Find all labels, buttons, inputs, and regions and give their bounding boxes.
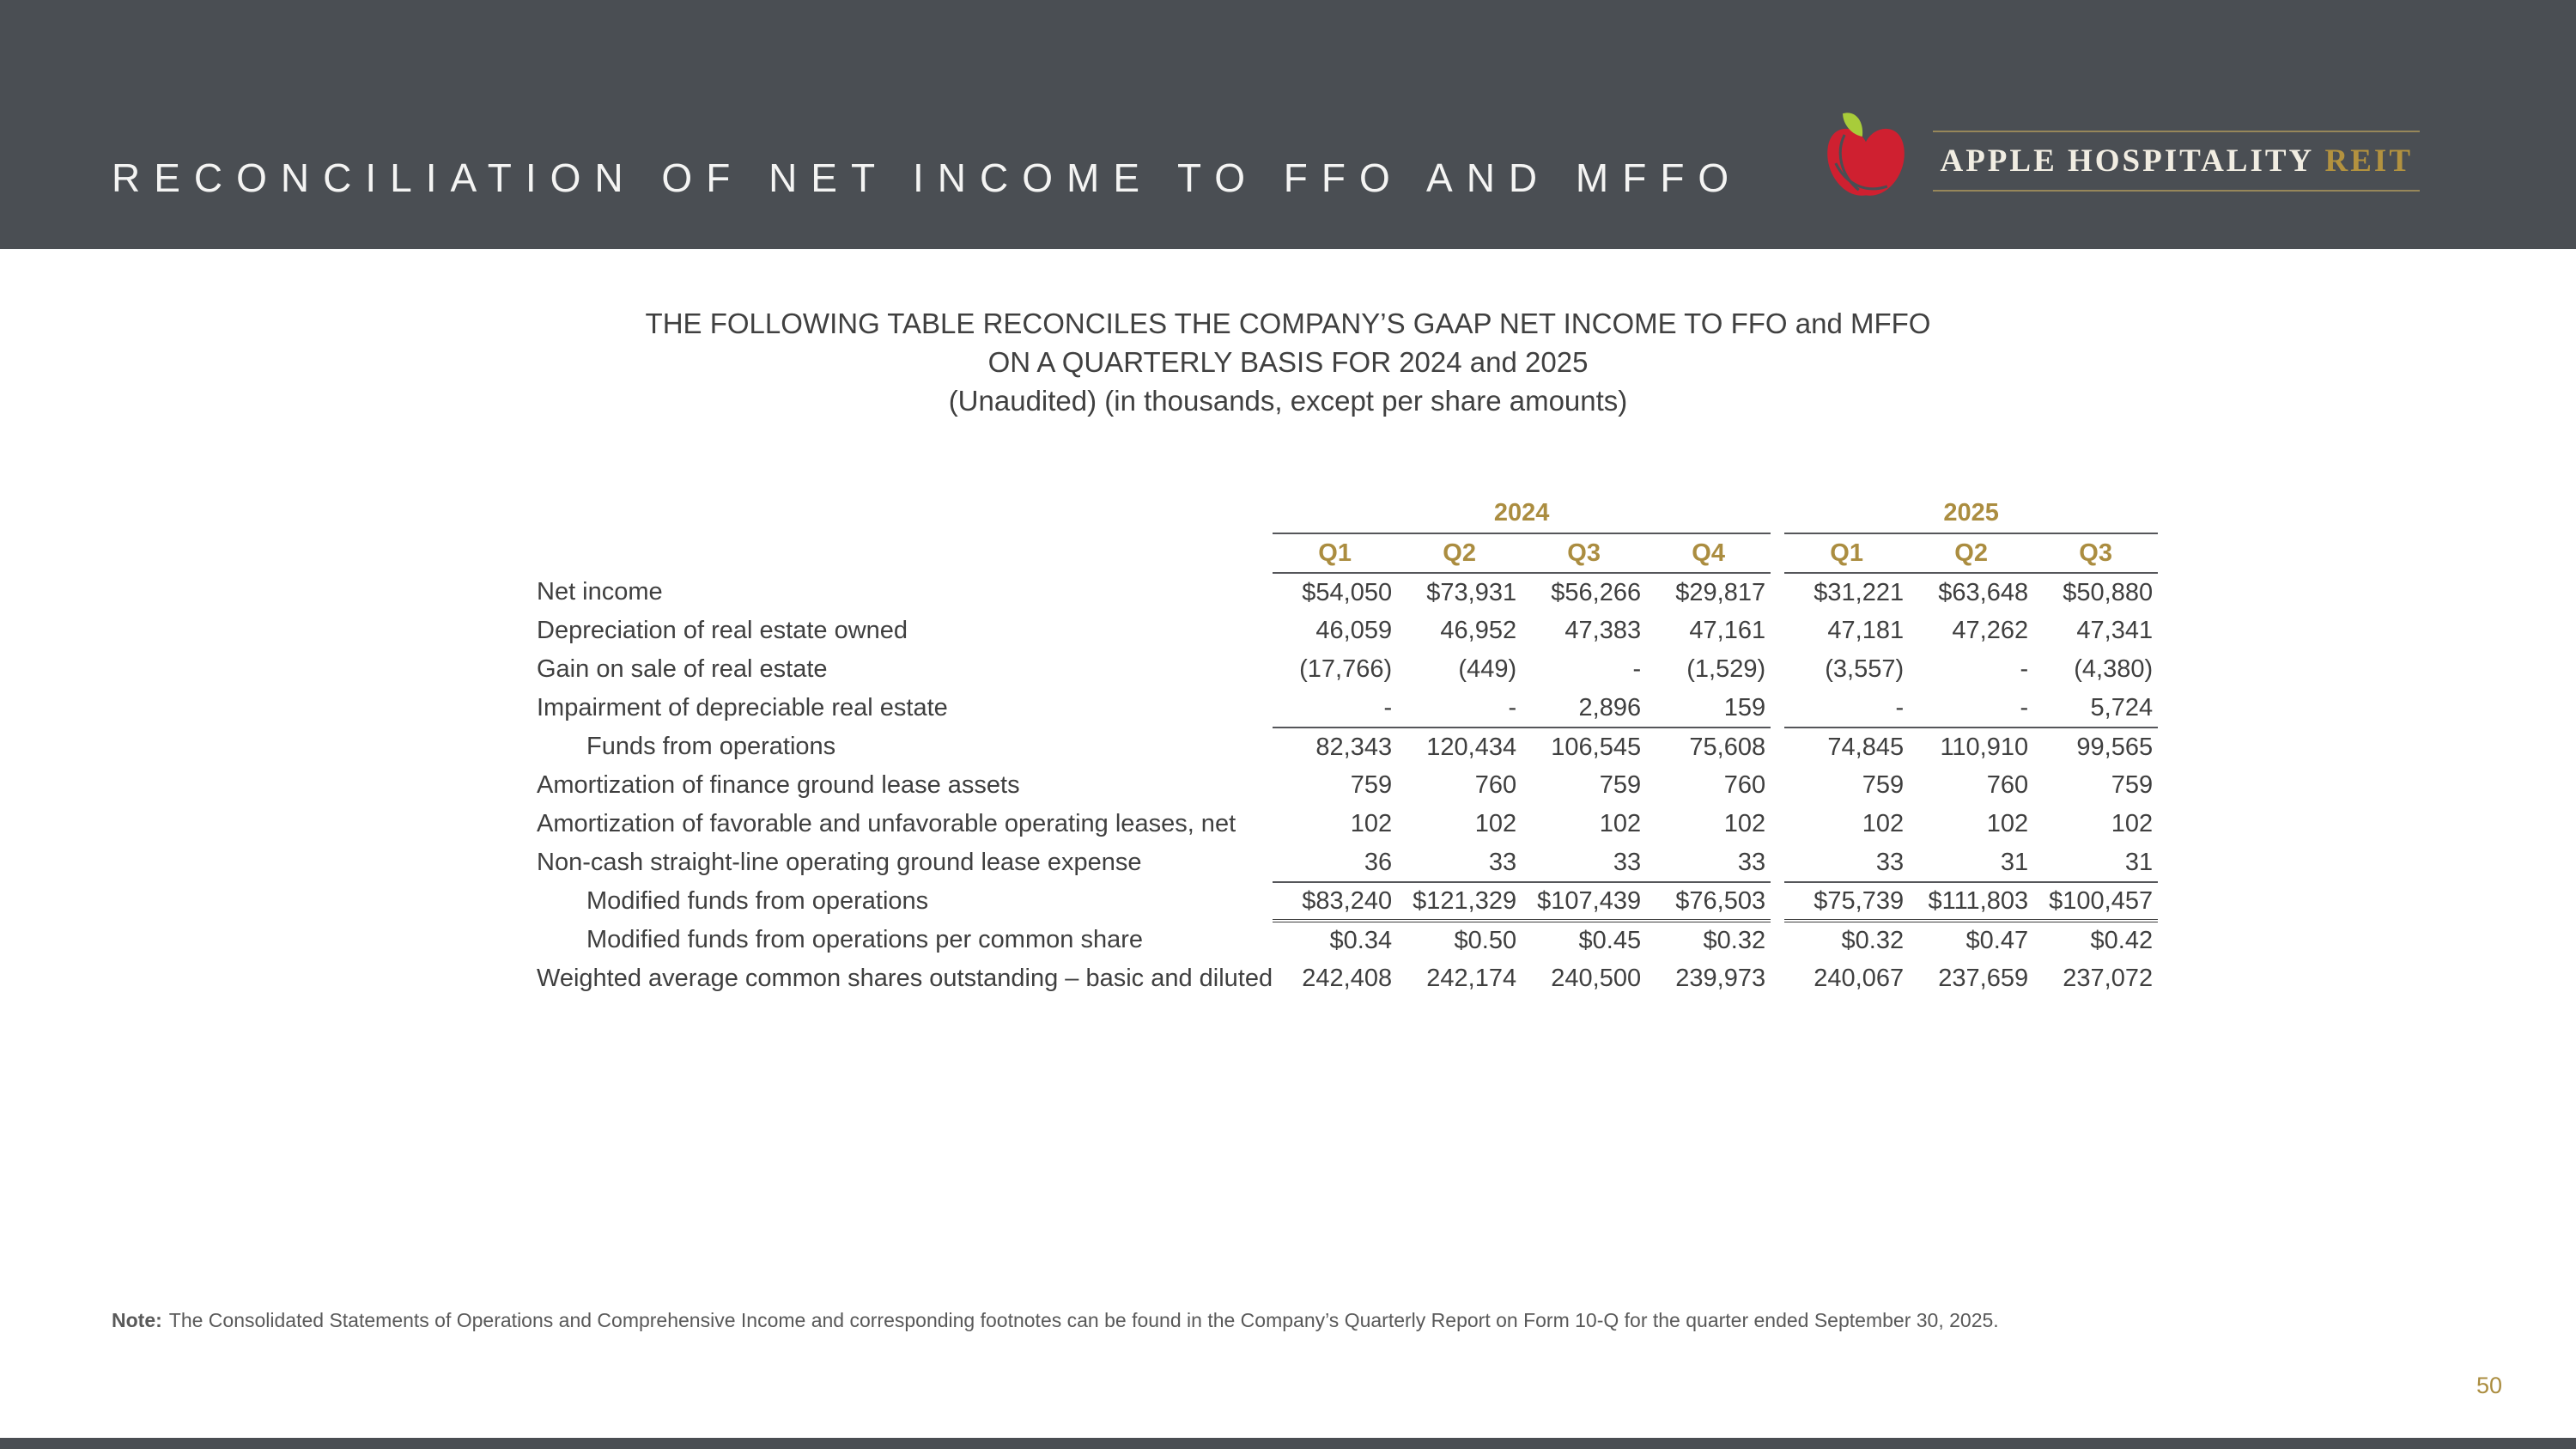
value-cell: $50,880 [2063, 578, 2154, 606]
reconciliation-table-body [537, 573, 2158, 998]
value-cell: $73,931 [1426, 578, 1517, 606]
value-cell: 47,161 [1689, 617, 1766, 644]
column-spacer [1771, 689, 1784, 728]
value-cell: (17,766) [1299, 655, 1393, 683]
logo-name-secondary: REIT [2324, 143, 2413, 179]
value-cell: $0.34 [1329, 927, 1393, 954]
value-cell: $0.47 [1965, 927, 2029, 954]
value-cell: 46,952 [1440, 617, 1517, 644]
value-cell: 237,659 [1938, 965, 2029, 992]
value-cell: 5,724 [2033, 689, 2158, 728]
quarter-header: Q1 [1784, 533, 1909, 573]
year-header-2025: 2025 [1784, 494, 2158, 533]
quarter-header: Q1 [1273, 533, 1397, 573]
value-cell: (1,529) [1686, 655, 1766, 683]
value-cell: 46,059 [1315, 617, 1393, 644]
value-cell: 242,174 [1426, 965, 1517, 992]
value-cell: 33 [1784, 843, 1909, 882]
table-row [537, 573, 2158, 612]
value-cell: 99,565 [2076, 733, 2154, 761]
company-logo [1821, 110, 2420, 211]
value-cell: 240,067 [1814, 965, 1905, 992]
row-label: Non-cash straight-line operating ground lease expense [537, 849, 1142, 876]
intro-line-3: (Unaudited) (in thousands, except per share amounts) [948, 385, 1628, 417]
value-cell: 759 [2111, 771, 2154, 799]
value-cell: - [1909, 689, 2033, 728]
value-cell: 47,181 [1827, 617, 1905, 644]
value-cell: 33 [1522, 843, 1646, 882]
table-row [537, 843, 2158, 882]
value-cell: $83,240 [1273, 882, 1397, 921]
value-cell: 102 [1599, 810, 1642, 837]
table-row [537, 959, 2158, 998]
row-label: Funds from operations [586, 733, 836, 760]
footnote [112, 1309, 1999, 1332]
company-logo-text [1933, 131, 2420, 192]
quarter-header: Q2 [1397, 533, 1522, 573]
row-label: Impairment of depreciable real estate [537, 694, 948, 721]
value-cell: - [1273, 689, 1397, 728]
row-label: Amortization of favorable and unfavorable operating leases, net [537, 810, 1236, 837]
value-cell: 102 [2111, 810, 2154, 837]
value-cell: (4,380) [2074, 655, 2154, 683]
value-cell: 33 [1646, 843, 1771, 882]
value-cell: $0.32 [1703, 927, 1766, 954]
quarter-header: Q3 [1522, 533, 1646, 573]
row-label: Amortization of finance ground lease assets [537, 771, 1020, 799]
value-cell: 760 [1986, 771, 2029, 799]
value-cell: $76,503 [1646, 882, 1771, 921]
row-label: Weighted average common shares outstanding – basic and diluted [537, 965, 1273, 992]
value-cell: 239,973 [1675, 965, 1766, 992]
value-cell: 760 [1723, 771, 1766, 799]
reconciliation-table-wrap [537, 494, 2158, 998]
table-row [537, 650, 2158, 689]
quarter-header-row [537, 533, 2158, 573]
page-title: RECONCILIATION OF NET INCOME TO FFO AND MFFO [112, 155, 1743, 200]
value-cell: 240,500 [1551, 965, 1642, 992]
value-cell: 47,262 [1952, 617, 2029, 644]
value-cell: $121,329 [1397, 882, 1522, 921]
table-row [537, 921, 2158, 959]
value-cell: $54,050 [1302, 578, 1393, 606]
value-cell: 760 [1474, 771, 1517, 799]
row-label: Modified funds from operations [586, 887, 929, 915]
value-cell: 159 [1646, 689, 1771, 728]
value-cell: 47,341 [2076, 617, 2154, 644]
column-spacer [1771, 494, 1784, 533]
column-spacer [1771, 573, 1784, 612]
column-spacer [1771, 533, 1784, 573]
row-label: Modified funds from operations per common share [586, 926, 1143, 953]
value-cell: $56,266 [1551, 578, 1642, 606]
value-cell: - [2020, 655, 2029, 683]
value-cell: 36 [1273, 843, 1397, 882]
value-cell: $107,439 [1522, 882, 1646, 921]
apple-logo-icon [1821, 110, 1911, 211]
value-cell: 759 [1862, 771, 1905, 799]
row-label: Gain on sale of real estate [537, 655, 828, 683]
intro-line-2: ON A QUARTERLY BASIS FOR 2024 and 2025 [987, 346, 1589, 378]
corner-cell [537, 494, 1273, 533]
table-row [537, 612, 2158, 650]
value-cell: - [1632, 655, 1642, 683]
value-cell: 82,343 [1315, 733, 1393, 761]
value-cell: 31 [2033, 843, 2158, 882]
value-cell: $75,739 [1784, 882, 1909, 921]
value-cell: $63,648 [1938, 578, 2029, 606]
value-cell: $0.42 [2090, 927, 2154, 954]
value-cell: 106,545 [1551, 733, 1642, 761]
row-label: Net income [537, 578, 663, 606]
intro-line-1: THE FOLLOWING TABLE RECONCILES THE COMPANY’S GAAP NET INCOME TO FFO and MFFO [645, 307, 1931, 339]
year-header-2024: 2024 [1273, 494, 1771, 533]
value-cell: 102 [1986, 810, 2029, 837]
value-cell: 102 [1862, 810, 1905, 837]
value-cell: 237,072 [2063, 965, 2154, 992]
table-row [537, 728, 2158, 766]
reconciliation-table [537, 494, 2158, 998]
value-cell: $0.50 [1454, 927, 1517, 954]
table-row [537, 805, 2158, 843]
column-spacer [1771, 728, 1784, 766]
value-cell: 75,608 [1689, 733, 1766, 761]
value-cell: 33 [1397, 843, 1522, 882]
table-intro [0, 304, 2576, 420]
column-spacer [1771, 921, 1784, 959]
column-spacer [1771, 959, 1784, 998]
table-row [537, 689, 2158, 728]
table-row [537, 882, 2158, 921]
value-cell: 110,910 [1940, 733, 2029, 761]
bottom-bar [0, 1438, 2576, 1449]
value-cell: 759 [1599, 771, 1642, 799]
value-cell: (449) [1458, 655, 1517, 683]
value-cell: 47,383 [1564, 617, 1642, 644]
value-cell: 242,408 [1302, 965, 1393, 992]
corner-cell [537, 533, 1273, 573]
logo-name-primary: APPLE HOSPITALITY [1940, 143, 2315, 179]
quarter-header: Q3 [2033, 533, 2158, 573]
row-label: Depreciation of real estate owned [537, 617, 908, 644]
value-cell: (3,557) [1825, 655, 1905, 683]
value-cell: - [1397, 689, 1522, 728]
value-cell: 2,896 [1522, 689, 1646, 728]
value-cell: 31 [1909, 843, 2033, 882]
value-cell: $0.32 [1841, 927, 1905, 954]
column-spacer [1771, 612, 1784, 650]
page-number: 50 [2476, 1373, 2502, 1398]
year-header-row [537, 494, 2158, 533]
header-bar [0, 0, 2576, 249]
value-cell: 120,434 [1426, 733, 1517, 761]
value-cell: 102 [1350, 810, 1393, 837]
value-cell: $29,817 [1675, 578, 1766, 606]
value-cell: $0.45 [1578, 927, 1642, 954]
value-cell: $111,803 [1909, 882, 2033, 921]
quarter-header: Q2 [1909, 533, 2033, 573]
column-spacer [1771, 766, 1784, 805]
value-cell: - [1784, 689, 1909, 728]
table-row [537, 766, 2158, 805]
quarter-header: Q4 [1646, 533, 1771, 573]
column-spacer [1771, 882, 1784, 921]
column-spacer [1771, 650, 1784, 689]
value-cell: 102 [1474, 810, 1517, 837]
value-cell: 102 [1723, 810, 1766, 837]
value-cell: $31,221 [1814, 578, 1905, 606]
column-spacer [1771, 843, 1784, 882]
value-cell: $100,457 [2033, 882, 2158, 921]
footnote-text: The Consolidated Statements of Operations and Comprehensive Income and corresponding footnotes can be found in the Company’s Quarterly Report on Form 10-Q for the quarter ended September 30, 2025. [168, 1309, 1999, 1331]
column-spacer [1771, 805, 1784, 843]
footnote-label: Note: [112, 1309, 162, 1331]
value-cell: 759 [1350, 771, 1393, 799]
value-cell: 74,845 [1827, 733, 1905, 761]
